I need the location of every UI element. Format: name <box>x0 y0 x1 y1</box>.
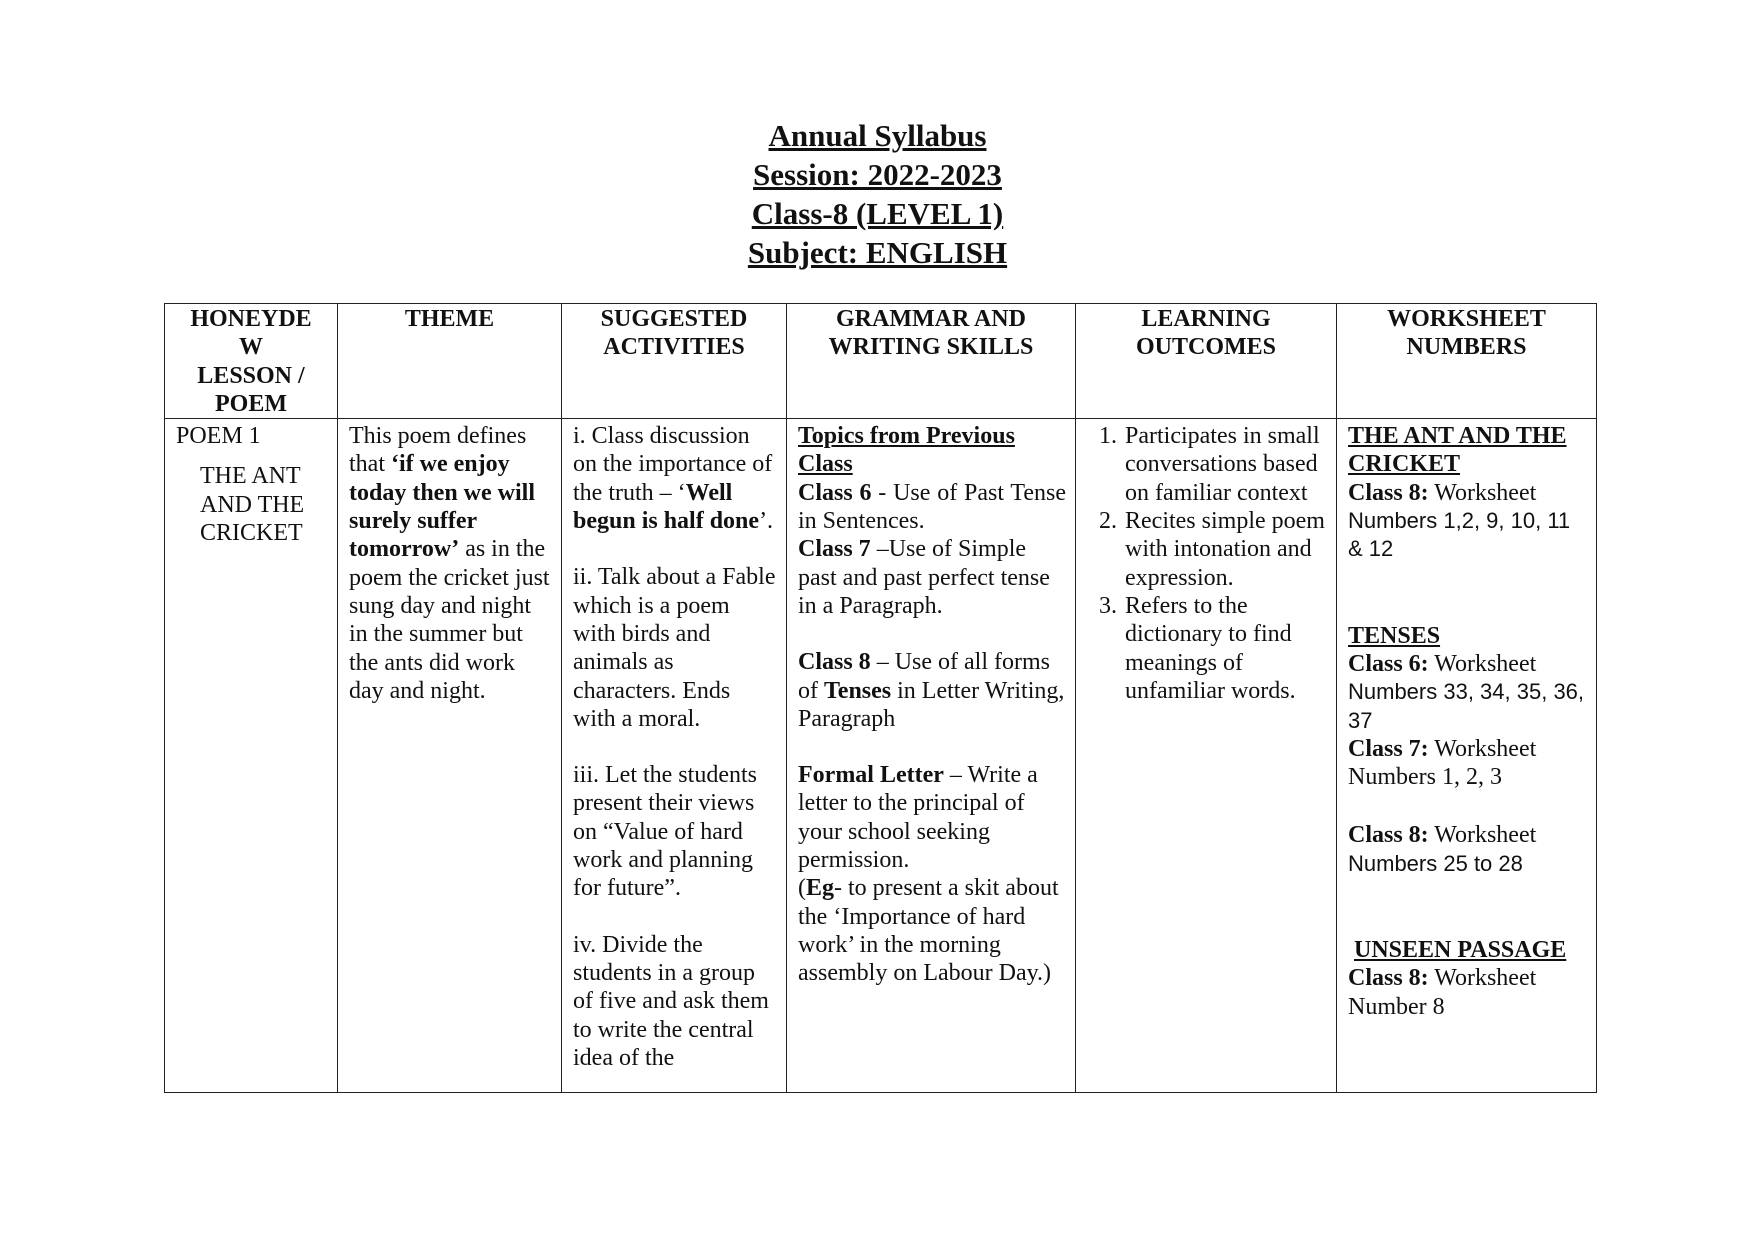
previous-topics-heading: Topics from Previous Class <box>798 423 1015 478</box>
activity-item: iv. Divide the students in a group of five and ask them to write the central idea of the <box>573 931 769 1071</box>
cell-lesson <box>165 419 338 1093</box>
cell-worksheets <box>1337 419 1597 1093</box>
document-heading <box>0 116 1755 272</box>
activity-item: i. Class discussion on the importance of the truth – ‘Well begun is half done’. <box>573 423 774 535</box>
title-session: Session: 2022-2023 <box>753 157 1002 192</box>
cell-theme: This poem defines that ‘if we enjoy today then we will surely suffer tomorrow’ as in the poem the cricket just sung day and night in the summer but the ants did work day and night. <box>338 419 562 1093</box>
activity-item: iii. Let the students present their views on “Value of hard work and planning for future”. <box>573 762 757 902</box>
header-grammar: GRAMMAR AND WRITING SKILLS <box>787 304 1076 419</box>
table-row <box>165 419 1597 1093</box>
formal-letter: Formal Letter – Write a letter to the principal of your school seeking permission. <box>798 762 1038 874</box>
worksheet-entry: Class 8: Worksheet Numbers 1,2, 9, 10, 11 & 12 <box>1348 479 1571 562</box>
worksheet-entry: Class 7: Worksheet Numbers 1, 2, 3 <box>1348 735 1537 791</box>
title-class: Class-8 (LEVEL 1) <box>751 196 1004 231</box>
lesson-title: THE ANT AND THE CRICKET <box>200 463 305 547</box>
activity-item: ii. Talk about a Fable which is a poem with birds and animals as characters. Ends with a moral. <box>573 564 776 732</box>
grammar-class6: Class 6 - Use of Past Tense in Sentences. <box>798 479 1066 535</box>
grammar-example: (Eg- to present a skit about the ‘Importance of hard work’ in the morning assembly on Labour Day.) <box>798 875 1059 987</box>
cell-activities <box>562 419 787 1093</box>
list-item: 3. Refers to the dictionary to find meanings of unfamiliar words. <box>1123 592 1327 705</box>
outcomes-list <box>1087 422 1327 705</box>
worksheet-heading-unseen: UNSEEN PASSAGE <box>1354 937 1567 964</box>
worksheet-heading-ant: THE ANT AND THE CRICKET <box>1348 423 1567 478</box>
title-subject: Subject: ENGLISH <box>747 235 1008 270</box>
lesson-label: POEM 1 <box>176 423 261 450</box>
cell-grammar <box>787 419 1076 1093</box>
syllabus-table <box>164 303 1597 1093</box>
worksheet-entry: Class 8: Worksheet Number 8 <box>1348 965 1537 1020</box>
worksheet-entry: Class 6: Worksheet Numbers 33, 34, 35, 36, 37 <box>1348 650 1585 733</box>
grammar-class7: Class 7 –Use of Simple past and past perfect tense in a Paragraph. <box>798 536 1050 619</box>
header-lesson: HONEYDE W LESSON / POEM <box>165 304 338 419</box>
header-worksheets: WORKSHEET NUMBERS <box>1337 304 1597 419</box>
title-annual-syllabus: Annual Syllabus <box>768 118 987 153</box>
worksheet-entry: Class 8: Worksheet Numbers 25 to 28 <box>1348 822 1537 876</box>
cell-outcomes <box>1076 419 1337 1093</box>
table-header-row <box>165 304 1597 419</box>
list-item: 1. Participates in small conversations based on familiar context <box>1123 422 1327 507</box>
header-activities: SUGGESTED ACTIVITIES <box>562 304 787 419</box>
header-outcomes: LEARNING OUTCOMES <box>1076 304 1337 419</box>
list-item: 2. Recites simple poem with intonation and expression. <box>1123 507 1327 592</box>
header-theme: THEME <box>338 304 562 419</box>
grammar-class8: Class 8 – Use of all forms of Tenses in Letter Writing, Paragraph <box>798 649 1065 732</box>
worksheet-heading-tenses: TENSES <box>1348 622 1441 649</box>
